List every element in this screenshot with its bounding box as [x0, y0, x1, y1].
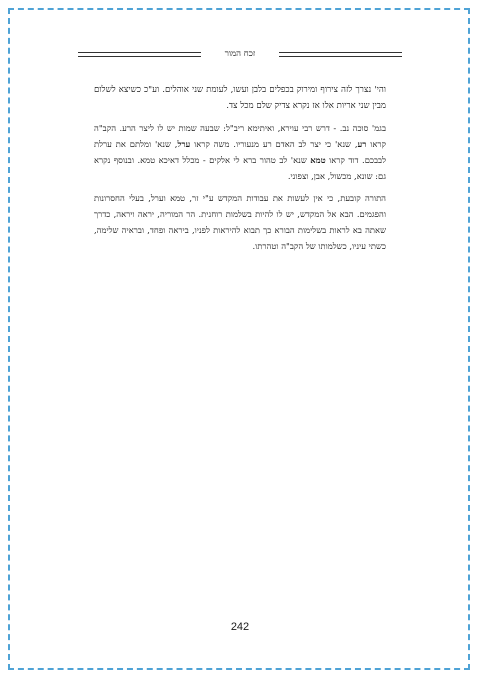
header-title: זכח המור	[224, 49, 256, 59]
term-arel: ערל	[177, 139, 191, 149]
paragraph-2-text-d: , שנא' ומלתם את ערלת לבבכם. דוד קראו	[94, 139, 387, 165]
paragraph-2-text-e: שנא' לב טהור ברא לי אלקים - מכלל דאיכא טמא. ובנוסף נקרא גם: שונא, מכשול, אבן, וצפוני.	[94, 155, 386, 181]
paragraph-3: התורה קובעת, כי אין לעשות את עבודות המקדש ע"י זר, טמא וערל, בעלי החסרונות והפגמים. הבא אל המקדש, יש לו להיות בשלמות רוחנית. הר המוריה, יראה ויראה, כדרך שאתה בא לראות בשלימות הבורא כך תבוא להיראות לפניו, ביראה ופחד, ובראיה שלימה, כשתי עיניו, כשלמותו של הקב"ה וטהרתו.	[94, 193, 386, 251]
page-number: 242	[230, 621, 250, 633]
paragraph-1: והי' נצרך לזה צירוף ומירוק בכפלים בלבן ועשו, לעומת שני אוהלים. וע"כ כשיצא לשלום מבין שני אריות אלו אז נקרא צדיק שלם מכל צד.	[94, 85, 386, 111]
main-text	[94, 82, 386, 260]
term-tame: טמא	[310, 155, 326, 165]
paragraph-2	[94, 120, 386, 184]
term-ra: רע	[357, 139, 367, 149]
running-header	[78, 48, 402, 64]
paragraph-2-text-c: , שנא' כי יצר לב האדם רע מנעוריו. משה קראו	[190, 139, 358, 149]
header-rule-right	[279, 52, 402, 57]
paragraph-2-text-a: בגמ' סוכה נב. - דרש רבי עוירא, ואיתימא ריב"ל: שבעה שמות יש לו ליצר הרע. הקב"ה קראו	[94, 123, 386, 149]
